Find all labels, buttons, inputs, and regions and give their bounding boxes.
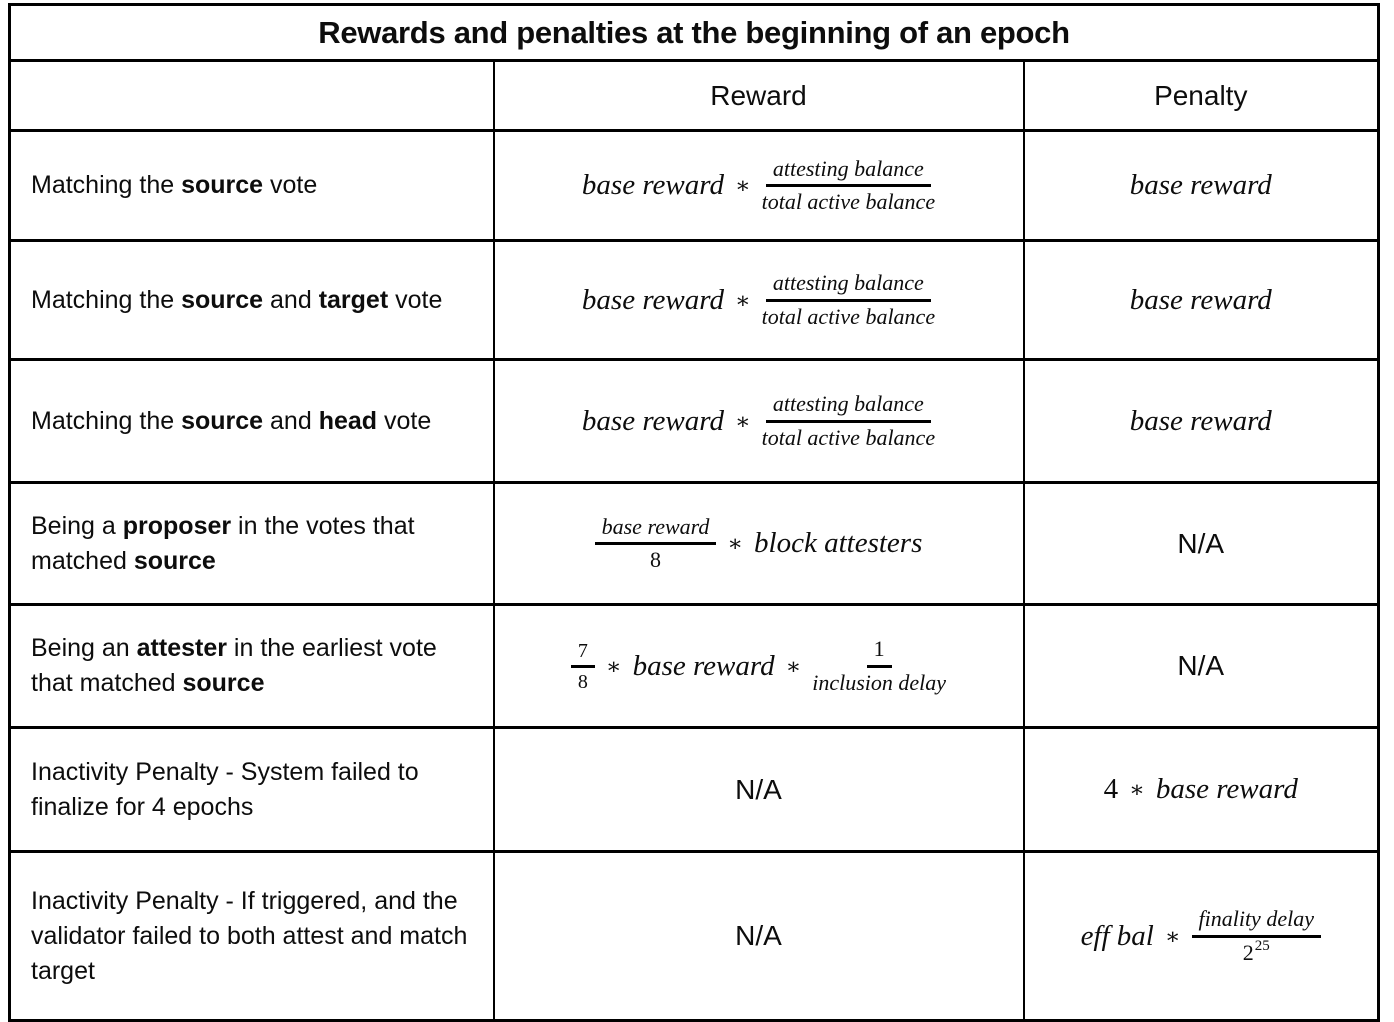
penalty-formula [1031, 906, 1372, 966]
bold-term: source [181, 285, 264, 314]
fraction-denominator: total active balance [761, 303, 936, 329]
multiply-operator: ∗ [1164, 923, 1181, 950]
reward-formula [501, 391, 1017, 451]
multiply-operator: ∗ [734, 287, 751, 314]
fraction-numerator: finality delay [1192, 906, 1321, 937]
formula-term: eff bal [1080, 919, 1154, 952]
penalty-cell [1024, 241, 1379, 360]
bold-term: source [181, 406, 264, 435]
fraction-denominator: 8 [577, 670, 588, 693]
reward-formula [501, 270, 1017, 330]
reward-formula [501, 636, 1017, 696]
formula-term: base reward [581, 404, 724, 437]
reward-cell [494, 852, 1024, 1021]
fraction-numerator: attesting balance [766, 391, 931, 422]
table-row [10, 483, 1379, 605]
formula-term: base reward [632, 649, 775, 682]
fraction-denominator: inclusion delay [812, 669, 947, 695]
formula-term: base reward [1129, 283, 1272, 316]
penalty-cell [1024, 605, 1379, 728]
reward-formula [501, 514, 1017, 574]
penalty-formula [1031, 773, 1372, 806]
rewards-penalties-table [8, 3, 1380, 1022]
multiply-operator: ∗ [785, 653, 802, 680]
fraction-denominator: total active balance [761, 424, 936, 450]
row-label: Being an attester in the earliest vote that matched source [10, 605, 494, 728]
table-row [10, 728, 1379, 852]
multiply-operator: ∗ [605, 653, 622, 680]
bold-term: head [318, 406, 378, 435]
formula-term: base reward [581, 169, 724, 201]
penalty-formula [1031, 284, 1372, 317]
bold-term: source [181, 171, 264, 199]
multiply-operator: ∗ [1129, 777, 1145, 803]
bold-term: source [182, 669, 265, 697]
multiply-operator: ∗ [734, 408, 751, 435]
fraction [762, 270, 936, 330]
row-label: Matching the source vote [10, 131, 494, 241]
fraction-numerator: base reward [595, 514, 717, 545]
reward-cell [494, 483, 1024, 605]
fraction [762, 156, 936, 216]
table-title: Rewards and penalties at the beginning of an epoch [10, 5, 1379, 61]
bold-term: attester [136, 634, 227, 662]
penalty-cell [1024, 131, 1379, 241]
not-applicable-label: N/A [735, 920, 782, 951]
fraction-numerator: 7 [571, 639, 595, 668]
fraction [812, 636, 946, 696]
header-penalty: Penalty [1024, 61, 1379, 131]
formula-term: block attesters [754, 527, 923, 559]
fraction [595, 514, 717, 574]
penalty-cell [1024, 852, 1379, 1021]
reward-cell [494, 728, 1024, 852]
formula-coefficient: 4 [1103, 773, 1119, 805]
denominator-exponent: 25 [1254, 937, 1270, 954]
fraction [1192, 906, 1321, 966]
table-row [10, 605, 1379, 728]
fraction [762, 391, 936, 451]
header-empty-cell [10, 61, 494, 131]
reward-cell [494, 605, 1024, 728]
penalty-cell [1024, 483, 1379, 605]
penalty-cell [1024, 360, 1379, 483]
row-label: Matching the source and target vote [10, 241, 494, 360]
formula-term: base reward [1129, 169, 1272, 201]
table-row [10, 360, 1379, 483]
table-title-row [10, 5, 1379, 61]
row-label: Matching the source and head vote [10, 360, 494, 483]
table-header-row [10, 61, 1379, 131]
fraction-denominator: total active balance [761, 189, 936, 214]
multiply-operator: ∗ [727, 531, 744, 557]
row-label: Being a proposer in the votes that matched source [10, 483, 494, 605]
fraction-numerator: 1 [867, 636, 892, 667]
table-row [10, 241, 1379, 360]
formula-term: base reward [1155, 773, 1298, 805]
formula-term: base reward [581, 283, 724, 316]
formula-term: base reward [1129, 404, 1272, 437]
multiply-operator: ∗ [734, 173, 751, 199]
not-applicable-label: N/A [1177, 527, 1225, 559]
not-applicable-label: N/A [1177, 650, 1225, 681]
fraction [571, 639, 595, 694]
fraction-numerator: attesting balance [766, 270, 931, 301]
bold-term: source [133, 546, 216, 575]
bold-term: target [318, 285, 389, 314]
reward-cell [494, 131, 1024, 241]
table-row [10, 852, 1379, 1021]
not-applicable-label: N/A [735, 773, 782, 805]
fraction-denominator: 8 [650, 547, 661, 572]
fraction-numerator: attesting balance [766, 156, 931, 187]
reward-formula [501, 156, 1017, 216]
reward-cell [494, 241, 1024, 360]
penalty-cell [1024, 728, 1379, 852]
fraction-denominator [1243, 938, 1270, 966]
reward-cell [494, 360, 1024, 483]
row-label: Inactivity Penalty - If triggered, and the validator failed to both attest and match target [10, 852, 494, 1021]
bold-term: proposer [122, 511, 232, 540]
page [8, 3, 1380, 985]
row-label: Inactivity Penalty - System failed to finalize for 4 epochs [10, 728, 494, 852]
table-row [10, 131, 1379, 241]
denominator-base: 2 [1242, 939, 1254, 965]
penalty-formula [1031, 169, 1372, 202]
penalty-formula [1031, 405, 1372, 438]
header-reward: Reward [494, 61, 1024, 131]
